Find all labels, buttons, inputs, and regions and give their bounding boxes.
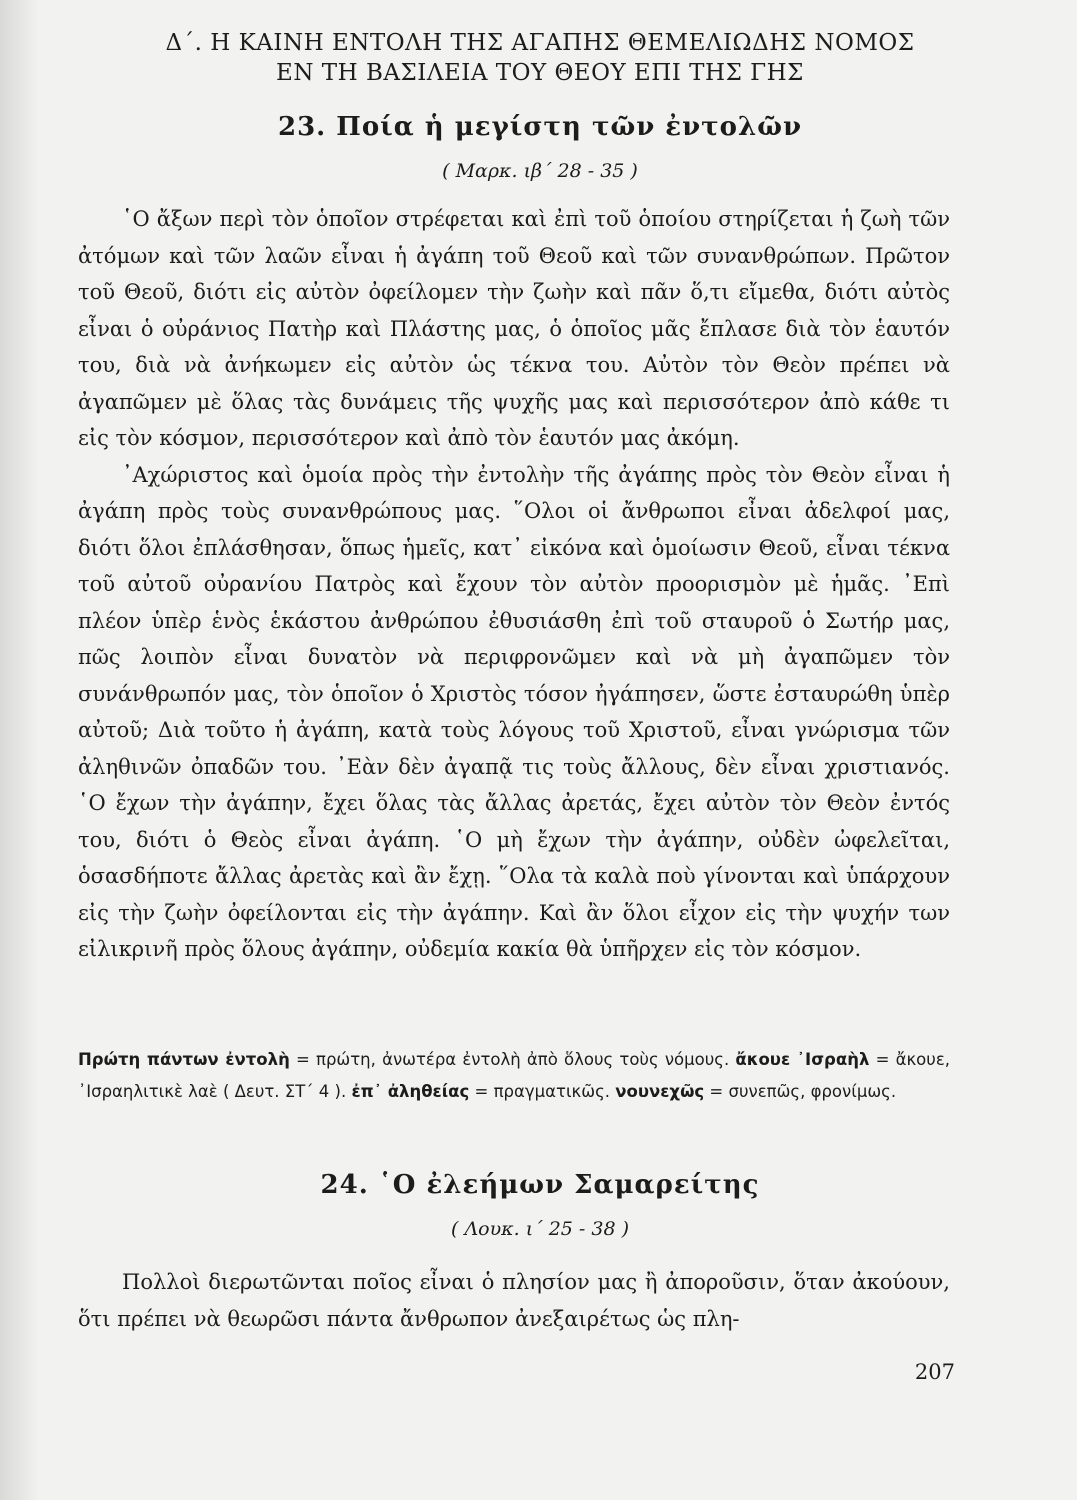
glossary-term: Πρώτη πάντων ἐντολὴ [78,1050,290,1069]
glossary-term: νουνεχῶς [615,1082,705,1101]
binding-shadow [0,0,40,1500]
section-24-reference: ( Λουκ. ι΄ 25 - 38 ) [451,1218,629,1240]
section-24-body [78,1264,950,1337]
section-23-paragraph-1: ῾Ο ἄξων περὶ τὸν ὁποῖον στρέφεται καὶ ἐπὶ τοῦ ὁποίου στηρίζεται ἡ ζωὴ τῶν ἀτόμων καὶ τῶν λαῶν εἶναι ἡ ἀγάπη τοῦ Θεοῦ καὶ τῶν συνανθρώπων. Πρῶτον τοῦ Θεοῦ, διότι εἰς αὐτὸν ὀφείλομεν τὴν ζωὴν καὶ πᾶν ὅ,τι εἴμεθα, διότι αὐτὸς εἶναι ὁ οὐράνιος Πατὴρ καὶ Πλάστης μας, ὁ ὁποῖος μᾶς ἔπλασε διὰ τὸν ἑαυτόν του, διὰ νὰ ἀνήκωμεν εἰς αὐτὸν ὡς τέκνα του. Αὐτὸν τὸν Θεὸν πρέπει νὰ ἀγαπῶμεν μὲ ὅλας τὰς δυνάμεις τῆς ψυχῆς μας καὶ περισσότερον ἀπὸ κάθε τι εἰς τὸν κόσμον, περισσότερον καὶ ἀπὸ τὸν ἑαυτόν μας ἀκόμη. [78,207,950,450]
glossary-term: ἐπ᾿ ἀληθείας [351,1082,470,1101]
glossary-definition: = πραγματικῶς. [469,1082,616,1101]
section-23-glossary [78,1044,950,1108]
chapter-heading-line-2: ΕΝ ΤΗ ΒΑΣΙΛΕΙΑ ΤΟΥ ΘΕΟΥ ΕΠΙ ΤΗΣ ΓΗΣ [276,60,804,86]
chapter-heading-line-1: Δ΄. Η ΚΑΙΝΗ ΕΝΤΟΛΗ ΤΗΣ ΑΓΑΠΗΣ ΘΕΜΕΛΙΩΔΗΣ ΝΟΜΟΣ [165,30,915,56]
chapter-heading [60,28,1020,88]
glossary-definition: = ἄκουε, ᾿Ισραηλιτικὲ λαὲ ( Δευτ. ΣΤ΄ 4 ). [78,1050,950,1101]
glossary-term: ἄκουε ᾿Ισραὴλ [735,1050,870,1069]
section-23-reference: ( Μαρκ. ιβ΄ 28 - 35 ) [442,160,638,182]
section-23-body [78,201,950,968]
section-24-paragraph-1: Πολλοὶ διερωτῶνται ποῖος εἶναι ὁ πλησίον μας ἢ ἀποροῦσιν, ὅταν ἀκούουν, ὅτι πρέπει νὰ θεωρῶσι πάντα ἄνθρωπον ἀνεξαιρέτως ὡς πλη- [78,1270,950,1331]
page-number: 207 [914,1360,955,1384]
glossary-definition: = πρώτη, ἀνωτέρα ἐντολὴ ἀπὸ ὅλους τοὺς νόμους. [289,1050,736,1069]
section-23-title: 23. Ποία ἡ μεγίστη τῶν ἐντολῶν [277,112,803,142]
section-23-paragraph-2: ᾿Αχώριστος καὶ ὁμοία πρὸς τὴν ἐντολὴν τῆς ἀγάπης πρὸς τὸν Θεὸν εἶναι ἡ ἀγάπη πρὸς τοὺς συνανθρώπους μας. ῞Ολοι οἱ ἄνθρωποι εἶναι ἀδελφοί μας, διότι ὅλοι ἐπλάσθησαν, ὅπως ἡμεῖς, κατ᾿ εἰκόνα καὶ ὁμοίωσιν Θεοῦ, εἶναι τέκνα τοῦ αὐτοῦ οὐρανίου Πατρὸς καὶ ἔχουν τὸν αὐτὸν προορισμὸν μὲ ἡμᾶς. ᾿Επὶ πλέον ὑπὲρ ἑνὸς ἑκάστου ἀνθρώπου ἐθυσιάσθη ἐπὶ τοῦ σταυροῦ ὁ Σωτήρ μας, πῶς λοιπὸν εἶναι δυνατὸν νὰ περιφρονῶμεν καὶ νὰ μὴ ἀγαπῶμεν τὸν συνάνθρωπόν μας, τὸν ὁποῖον ὁ Χριστὸς τόσον ἠγάπησεν, ὥστε ἐσταυρώθη ὑπὲρ αὐτοῦ; Διὰ τοῦτο ἡ ἀγάπη, κατὰ τοὺς λόγους τοῦ Χριστοῦ, εἶναι γνώρισμα τῶν ἀληθινῶν ὀπαδῶν του. ᾿Εὰν δὲν ἀγαπᾷ τις τοὺς ἄλλους, δὲν εἶναι χριστιανός. ῾Ο ἔχων τὴν ἀγάπην, ἔχει ὅλας τὰς ἄλλας ἀρετάς, ἔχει αὐτὸν τὸν Θεὸν ἐντός του, διότι ὁ Θεὸς εἶναι ἀγάπη. ῾Ο μὴ ἔχων τὴν ἀγάπην, οὐδὲν ὠφελεῖται, ὁσασδήποτε ἄλλας ἀρετὰς καὶ ἂν ἔχῃ. ῞Ολα τὰ καλὰ ποὺ γίνονται καὶ ὑπάρχουν εἰς τὴν ζωὴν ὀφείλονται εἰς τὴν ἀγάπην. Καὶ ἂν ὅλοι εἶχον εἰς τὴν ψυχήν των εἰλικρινῆ πρὸς ὅλους ἀγάπην, οὐδεμία κακία θὰ ὑπῆρχεν εἰς τὸν κόσμον. [78,462,950,961]
glossary-definition: = συνεπῶς, φρονίμως. [704,1082,897,1101]
section-24-title: 24. ῾Ο ἐλεήμων Σαμαρείτης [320,1170,760,1200]
